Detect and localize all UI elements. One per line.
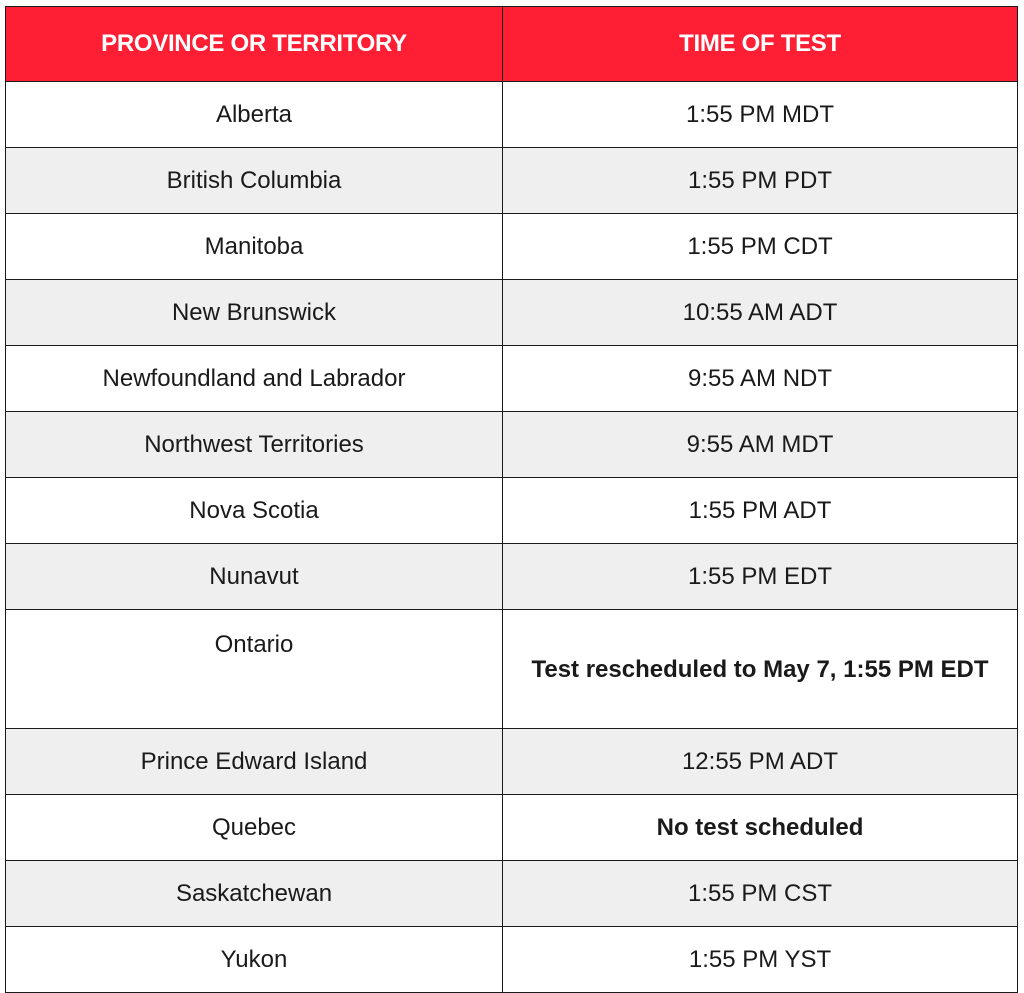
- province-cell: Alberta: [6, 82, 503, 148]
- time-cell: 1:55 PM MDT: [503, 82, 1018, 148]
- test-schedule-table: [5, 6, 1018, 993]
- table-row: [6, 610, 1018, 729]
- time-cell: 1:55 PM ADT: [503, 478, 1018, 544]
- province-cell: Nova Scotia: [6, 478, 503, 544]
- table-row: [6, 82, 1018, 148]
- time-cell: 12:55 PM ADT: [503, 729, 1018, 795]
- time-cell: 9:55 AM NDT: [503, 346, 1018, 412]
- province-cell: Nunavut: [6, 544, 503, 610]
- time-cell-notice: No test scheduled: [503, 795, 1018, 861]
- time-cell: 1:55 PM PDT: [503, 148, 1018, 214]
- table-row: [6, 148, 1018, 214]
- time-cell: 1:55 PM CDT: [503, 214, 1018, 280]
- time-cell: 1:55 PM EDT: [503, 544, 1018, 610]
- province-cell: Manitoba: [6, 214, 503, 280]
- header-row: [6, 7, 1018, 82]
- time-cell: 1:55 PM CST: [503, 861, 1018, 927]
- province-cell: Newfoundland and Labrador: [6, 346, 503, 412]
- table-row: [6, 214, 1018, 280]
- time-cell: 10:55 AM ADT: [503, 280, 1018, 346]
- table-row: [6, 478, 1018, 544]
- province-cell: Saskatchewan: [6, 861, 503, 927]
- table-row: [6, 412, 1018, 478]
- province-cell: Prince Edward Island: [6, 729, 503, 795]
- header-time: TIME OF TEST: [503, 7, 1018, 82]
- time-cell: 9:55 AM MDT: [503, 412, 1018, 478]
- time-cell-notice: Test rescheduled to May 7, 1:55 PM EDT: [503, 610, 1018, 729]
- table-row: [6, 346, 1018, 412]
- table-row: [6, 280, 1018, 346]
- table-row: [6, 544, 1018, 610]
- province-cell: Ontario: [6, 610, 503, 729]
- province-cell: British Columbia: [6, 148, 503, 214]
- table-header: [6, 7, 1018, 82]
- time-cell: 1:55 PM YST: [503, 927, 1018, 993]
- table-row: [6, 861, 1018, 927]
- table-body: [6, 82, 1018, 993]
- test-schedule-table-container: [5, 6, 1017, 993]
- table-row: [6, 927, 1018, 993]
- header-province: PROVINCE OR TERRITORY: [6, 7, 503, 82]
- table-row: [6, 729, 1018, 795]
- province-cell: Northwest Territories: [6, 412, 503, 478]
- province-cell: Quebec: [6, 795, 503, 861]
- table-row: [6, 795, 1018, 861]
- province-cell: New Brunswick: [6, 280, 503, 346]
- province-cell: Yukon: [6, 927, 503, 993]
